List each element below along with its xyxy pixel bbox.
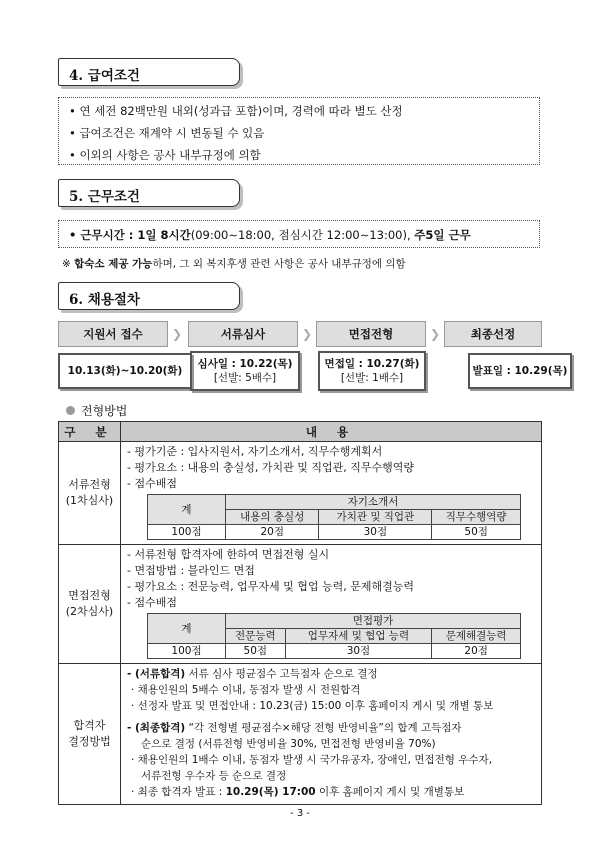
date-final: 발표일 : 10.29(목)	[468, 353, 572, 389]
welfare-note: ※ 합숙소 제공 가능하며, 그 외 복지후생 관련 사항은 공사 내부규정에 의함	[62, 258, 406, 270]
row-label-interview: 면접전형 (2차심사)	[59, 545, 121, 664]
chevron-right-icon: ❯	[302, 327, 313, 341]
chevron-right-icon: ❯	[172, 327, 183, 341]
step-final-selection: 최종선정	[444, 321, 542, 347]
bullet-icon	[66, 406, 75, 415]
date-document-review: 심사일 : 10.22(목) [선발: 5배수]	[190, 351, 300, 391]
method-subtitle: 전형방법	[66, 402, 127, 419]
interview-score-table: 계 면접평가 전문능력 업무자세 및 협업 능력 문제해결능력 100점 50점 30점 20점	[147, 613, 521, 659]
table-row	[59, 442, 542, 545]
salary-line: • 연 세전 82백만원 내외(성과급 포함)이며, 경력에 따라 별도 산정	[69, 104, 403, 118]
section-6-heading: 6. 채용절차	[58, 282, 240, 310]
row-label-pass: 합격자 결정방법	[59, 664, 121, 805]
selection-method-table	[58, 421, 542, 805]
work-hours-line: • 근무시간 : 1일 8시간(09:00∼18:00, 점심시간 12:00∼13:00), 주5일 근무	[69, 228, 471, 242]
row-content-interview: - 서류전형 합격자에 한하여 면접전형 실시 - 면접방법 : 블라인드 면접 - 평가요소 : 전문능력, 업무자세 및 협업 능력, 문제해결능력 - 점수배점 계 면접평가 전문능력 업무자세 및 협업 능력 문제해결능력 100점 50점 30점 20점	[121, 545, 542, 664]
date-interview: 면접일 : 10.27(화) [선발: 1배수]	[318, 351, 426, 391]
table-row	[59, 664, 542, 805]
step-document-review: 서류심사	[188, 321, 298, 347]
table-row	[59, 545, 542, 664]
row-content-pass: - (서류합격) 서류 심사 평균점수 고득점자 순으로 결정 · 채용인원의 5배수 이내, 동점자 발생 시 전원합격 · 선정자 발표 및 면접안내 : 10.23(금) 15:00 이후 홈페이지 게시 및 개별 통보 - (최종합격) “각 전형별 평균점수×해당 전형 반영비율”의 합계 고득점자 순으로 결정 (서류전형 반영비율 30%, 면접전형 반영비율 70%) · 채용인원의 1배수 이내, 동점자 발생 시 국가유공자, 장애인, 면접전형 우수자, 서류전형 우수자 등 순으로 결정 · 최종 합격자 발표 : 10.29(목) 17:00 이후 홈페이지 게시 및 개별통보	[121, 664, 542, 805]
step-application: 지원서 접수	[58, 321, 168, 347]
document-score-table: 계 자기소개서 내용의 충실성 가치관 및 직업관 직무수행역량 100점 20점 30점 50점	[147, 494, 521, 540]
work-hours-box	[58, 220, 540, 248]
section-4-heading: 4. 급여조건	[58, 58, 240, 86]
salary-line: • 급여조건은 재계약 시 변동될 수 있음	[69, 126, 265, 140]
step-interview: 면접전형	[316, 321, 426, 347]
section-5-heading: 5. 근무조건	[58, 179, 240, 207]
row-label-document: 서류전형 (1차심사)	[59, 442, 121, 545]
chevron-right-icon: ❯	[430, 327, 441, 341]
row-content-document: - 평가기준 : 입사지원서, 자기소개서, 직무수행계획서 - 평가요소 : 내용의 충실성, 가치관 및 직업관, 직무수행역량 - 점수배점 계 자기소개서 내용의 충실성 가치관 및 직업관 직무수행역량 100점 20점 30점 50점	[121, 442, 542, 545]
date-application: 10.13(화)~10.20(화)	[58, 353, 192, 389]
page-number: - 3 -	[290, 808, 310, 819]
salary-box	[58, 97, 540, 165]
header-category: 구 분	[59, 422, 121, 442]
header-content: 내 용	[121, 422, 542, 442]
salary-line: • 이외의 사항은 공사 내부규정에 의함	[69, 148, 261, 162]
